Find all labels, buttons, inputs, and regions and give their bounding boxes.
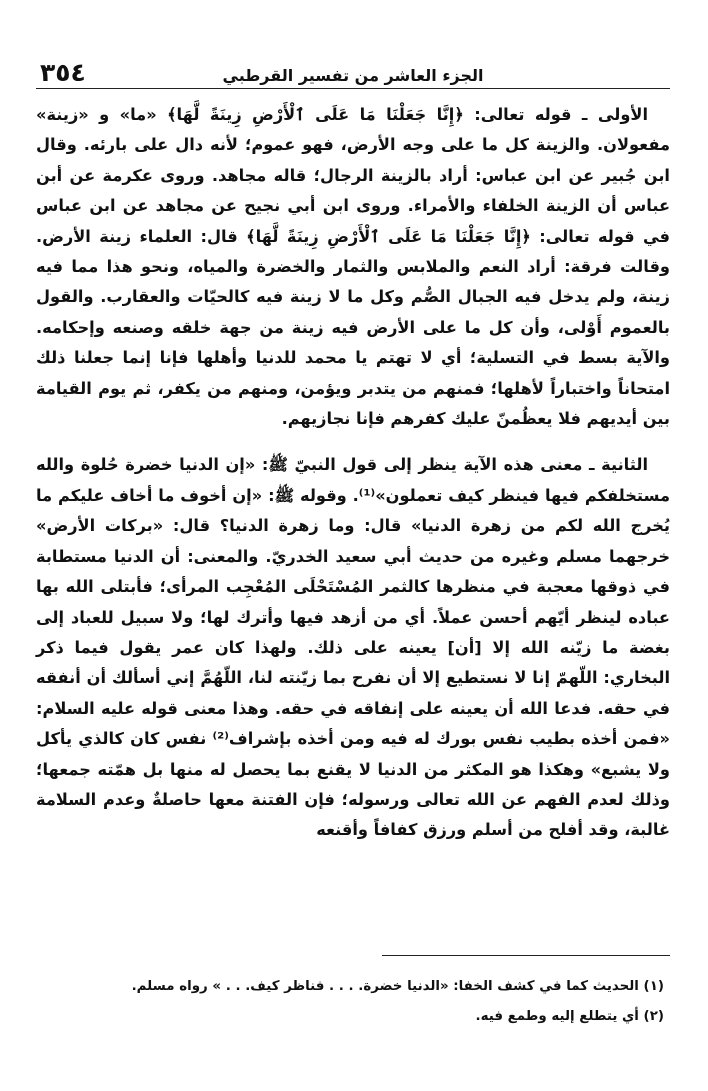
- running-title: الجزء العاشر من تفسير القرطبي: [222, 66, 484, 85]
- page-header: [36, 58, 670, 89]
- footnote-1: (١) الحديث كما في كشف الخفا: «الدنيا خضرة. . . . فناظر كيف. . . » رواه مسلم.: [131, 979, 664, 994]
- page-number: ٣٥٤: [40, 58, 86, 87]
- paragraph-second: الثانية ـ معنى هذه الآية ينظر إلى قول النبيّ ﷺ: «إن الدنيا خضرة حُلوة والله مستخلفكم فيها فينظر كيف تعملون»⁽¹⁾. وقوله ﷺ: «إن أخوف ما أخاف عليكم ما يُخرج الله لكم من زهرة الدنيا» قال: وما زهرة الدنيا؟ قال: «بركات الأرض» خرجهما مسلم وغيره من حديث أبي سعيد الخدريّ. والمعنى: أن الدنيا مستطابة في ذوقها معجبة في منظرها كالثمر المُسْتَحْلَى المُعْجِب المرأى؛ فأبتلى الله بها عباده لينظر أيّهم أحسن عملاً. أي من أزهد فيها وأترك لها؛ ولا سبيل للعباد إلى بغضة ما زيّنه الله إلا [أن] يعينه على ذلك. ولهذا كان عمر يقول فيما ذكر البخاري: اللّهمّ إنا لا نستطيع إلا أن نفرح بما زيّنته لنا، اللّهُمَّ إني أسألك أن أنفقه في حقه. فدعا الله أن يعينه على إنفاقه في حقه. وهذا معنى قوله عليه السلام: «فمن أخذه بطيب نفس بورك له فيه ومن أخذه بإشراف⁽²⁾ نفس كان كالذي يأكل ولا يشبع» وهكذا هو المكثر من الدنيا لا يقنع بما يحصل له منها بل همّته جمعها؛ وذلك لعدم الفهم عن الله تعالى ورسوله؛ فإن الفتنة معها حاصلةٌ وعدم السلامة غالبة، وقد أفلح من أسلم ورزق كفافاً وأقنعه: [36, 455, 670, 840]
- footnote-separator: [382, 955, 670, 956]
- footnote-2: (٢) أي يتطلع إليه وطمع فيه.: [475, 1009, 664, 1024]
- body-text: [36, 100, 670, 846]
- paragraph-first: الأولى ـ قوله تعالى: ﴿إِنَّا جَعَلْنَا مَا عَلَى ٱلْأَرْضِ زِينَةً لَّهَا﴾ «ما» و «زينة» مفعولان. والزينة كل ما على وجه الأرض، فهو عموم؛ لأنه دال على بارئه. وقال ابن جُبير عن ابن عباس: أراد بالزينة الرجال؛ قاله مجاهد. وروى عكرمة عن أبن عباس أن الزينة الخلفاء والأمراء. وروى ابن أبي نجيح عن مجاهد عن ابن عباس في قوله تعالى: ﴿إِنَّا جَعَلْنَا مَا عَلَى ٱلْأَرْضِ زِينَةً لَّهَا﴾ قال: العلماء زينة الأرض. وقالت فرقة: أراد النعم والملابس والثمار والخضرة والمياه، ونحو هذا مما فيه زينة، ولم يدخل فيه الجبال الصُّم وكل ما لا زينة فيه كالحيّات والعقارب. والقول بالعموم أَوْلى، وأن كل ما على الأرض فيه زينة من جهة خلقه وصنعه وإحكامه. والآية بسط في التسلية؛ أي لا تهتم يا محمد للدنيا وأهلها فإنا إنما جعلنا ذلك امتحاناً واختباراً لأهلها؛ فمنهم من يتدبر ويؤمن، ومنهم من يكفر، ثم يوم القيامة بين أيديهم فلا يعظُمنّ عليك كفرهم فإنا نجازيهم.: [36, 105, 670, 429]
- footnotes: [36, 972, 670, 1032]
